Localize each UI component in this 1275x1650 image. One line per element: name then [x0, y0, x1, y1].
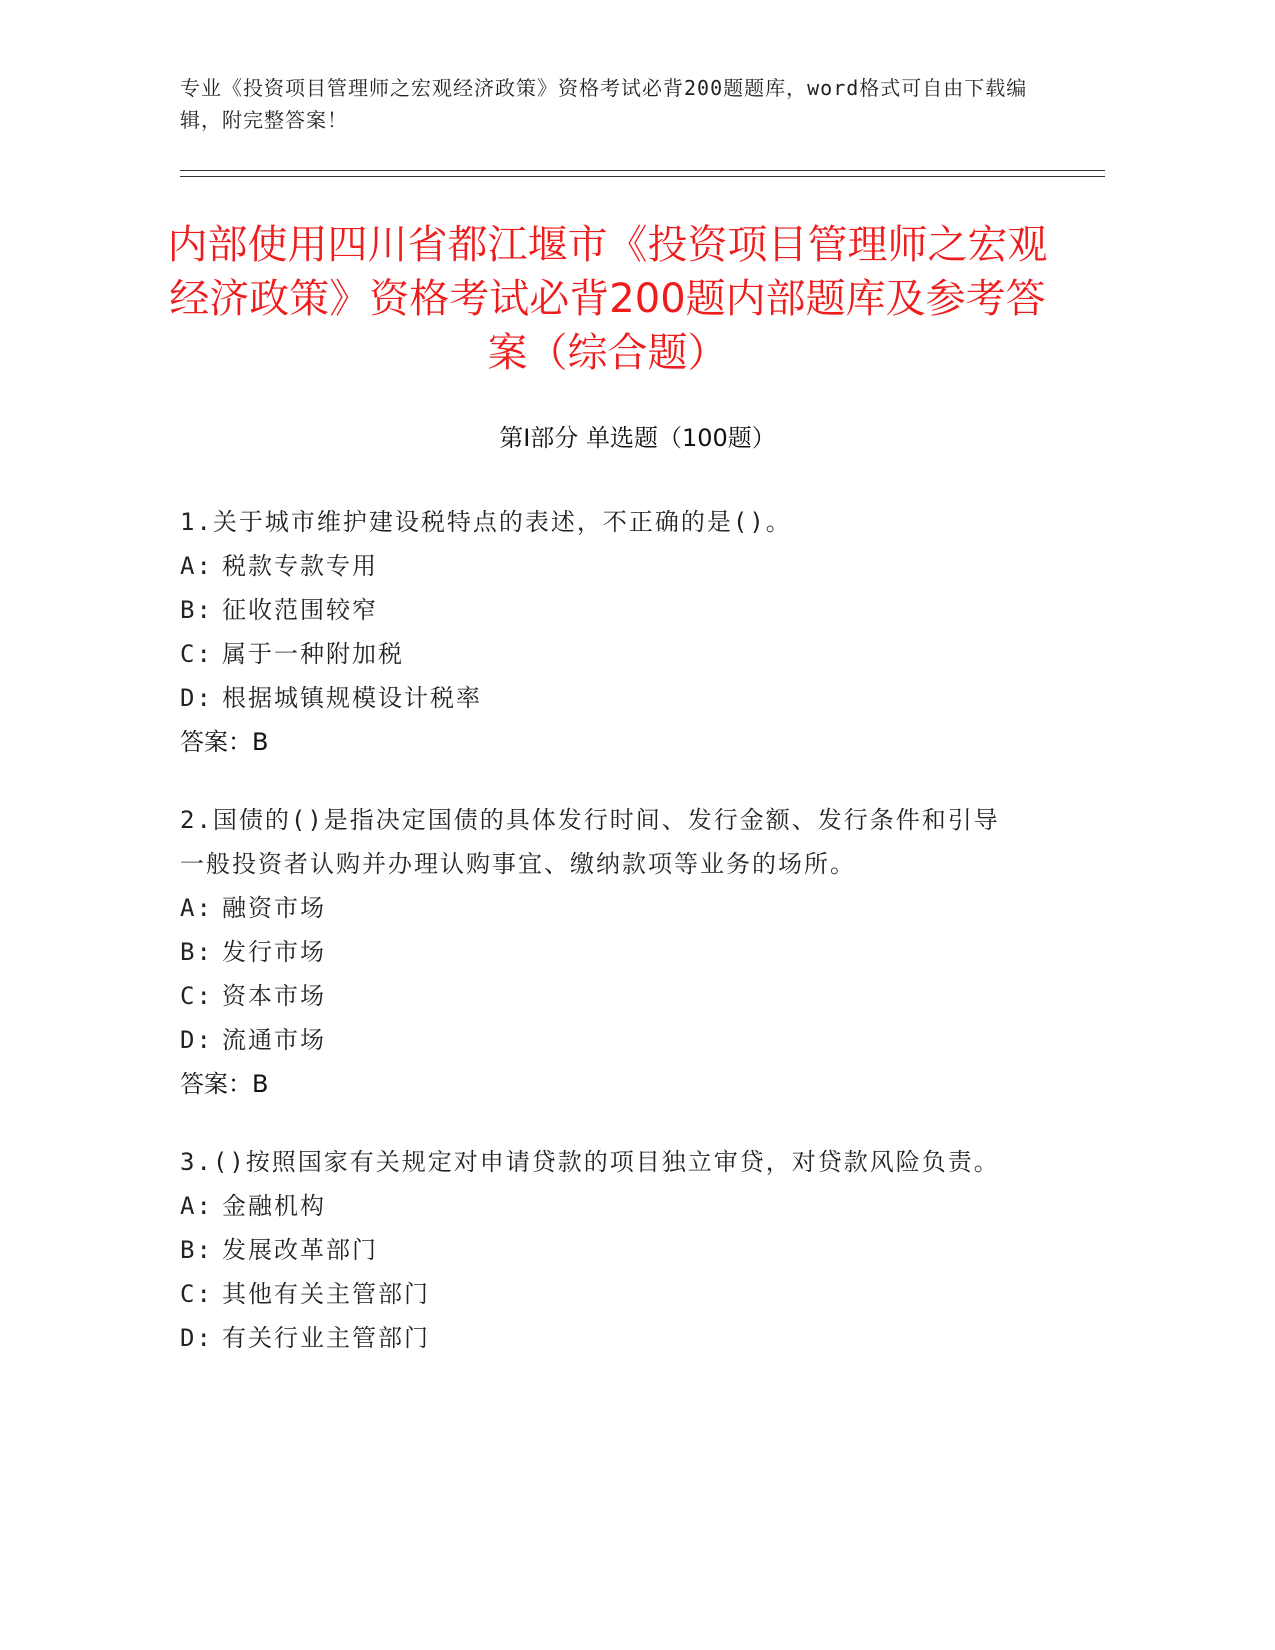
option-key: B: [180, 1236, 213, 1264]
option-key: D: [180, 684, 213, 712]
option-text: 发行市场 [222, 938, 326, 966]
question-list [180, 500, 1020, 1394]
question-item [180, 1140, 1020, 1360]
question-text: 3.()按照国家有关规定对申请贷款的项目独立审贷，对贷款风险负责。 [180, 1148, 1000, 1176]
option-b [180, 930, 1020, 974]
option-a [180, 886, 1020, 930]
answer-line: 答案：B [180, 1070, 269, 1098]
option-key: C: [180, 640, 213, 668]
option-d [180, 676, 1020, 720]
answer-line: 答案：B [180, 728, 269, 756]
option-key: A: [180, 552, 213, 580]
header-divider-bottom [180, 176, 1105, 177]
option-key: D: [180, 1324, 213, 1352]
option-c [180, 632, 1020, 676]
option-key: A: [180, 1192, 213, 1220]
option-text: 根据城镇规模设计税率 [222, 684, 482, 712]
option-text: 资本市场 [222, 982, 326, 1010]
option-c [180, 974, 1020, 1018]
option-a [180, 544, 1020, 588]
option-key: B: [180, 938, 213, 966]
option-text: 其他有关主管部门 [222, 1280, 430, 1308]
option-text: 属于一种附加税 [222, 640, 404, 668]
option-text: 征收范围较窄 [222, 596, 378, 624]
option-d [180, 1018, 1020, 1062]
question-item [180, 500, 1020, 764]
option-key: B: [180, 596, 213, 624]
option-b [180, 588, 1020, 632]
option-text: 税款专款专用 [222, 552, 378, 580]
option-text: 有关行业主管部门 [222, 1324, 430, 1352]
option-key: D: [180, 1026, 213, 1054]
option-text: 金融机构 [222, 1192, 326, 1220]
option-d [180, 1316, 1020, 1360]
option-key: C: [180, 982, 213, 1010]
option-key: C: [180, 1280, 213, 1308]
option-c [180, 1272, 1020, 1316]
option-text: 流通市场 [222, 1026, 326, 1054]
header-divider-top [180, 170, 1105, 171]
question-text: 1.关于城市维护建设税特点的表述，不正确的是()。 [180, 508, 792, 536]
question-text: 2.国债的()是指决定国债的具体发行时间、发行金额、发行条件和引导一般投资者认购并办理认购事宜、缴纳款项等业务的场所。 [180, 806, 1000, 878]
option-a [180, 1184, 1020, 1228]
header-note: 专业《投资项目管理师之宏观经济政策》资格考试必背200题题库，word格式可自由下载编辑，附完整答案！ [180, 76, 1028, 132]
section-title: 第I部分 单选题（100题） [499, 424, 776, 452]
document-title: 内部使用四川省都江堰市《投资项目管理师之宏观经济政策》资格考试必背200题内部题库及参考答案（综合题） [167, 222, 1048, 376]
option-text: 发展改革部门 [222, 1236, 378, 1264]
option-b [180, 1228, 1020, 1272]
option-text: 融资市场 [222, 894, 326, 922]
option-key: A: [180, 894, 213, 922]
question-item [180, 798, 1020, 1106]
